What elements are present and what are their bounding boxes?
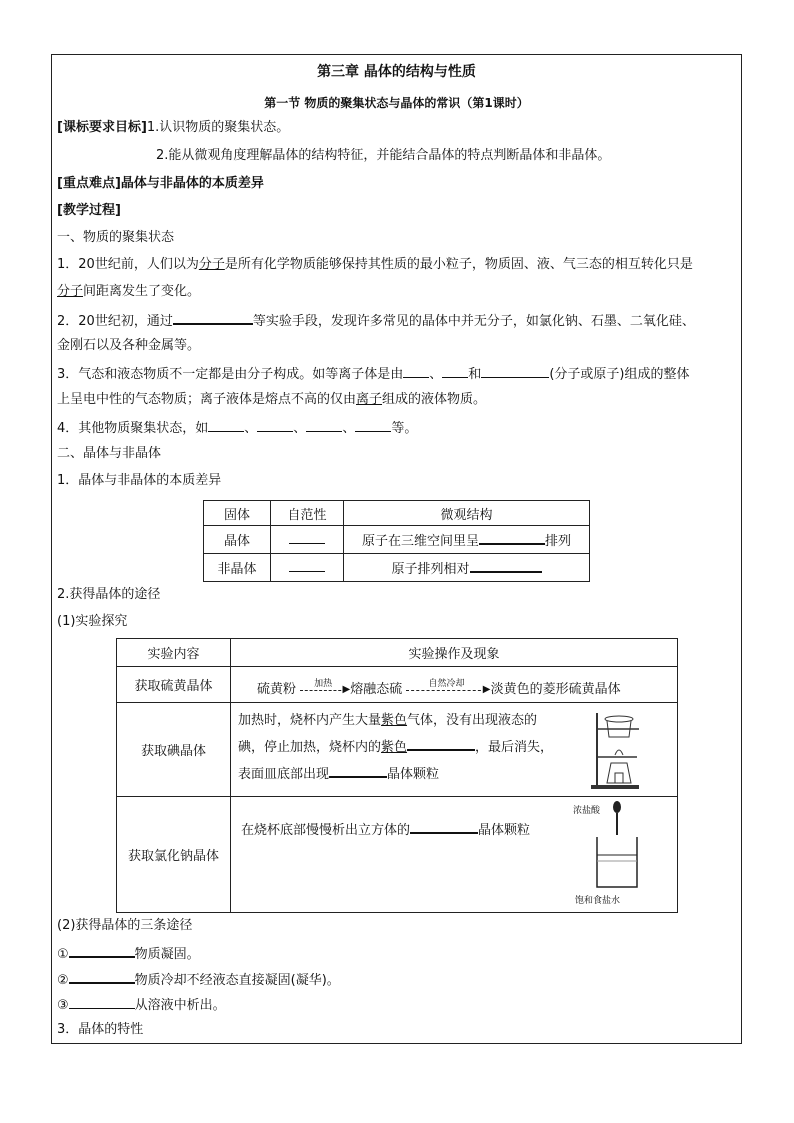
text: 排列 bbox=[545, 534, 572, 549]
structure-cell bbox=[344, 554, 590, 582]
text: 淡黄色的菱形硫黄晶体 bbox=[490, 682, 621, 697]
chapter-title: 第三章 晶体的结构与性质 bbox=[317, 64, 476, 80]
text: 间距离发生了变化。 bbox=[83, 284, 201, 299]
line bbox=[241, 819, 530, 838]
answer-blank[interactable] bbox=[289, 559, 325, 572]
text: 是所有化学物质能够保持其性质的最小粒子，物质固、液、气三态的相互转化只是 bbox=[224, 257, 693, 272]
text: 2．20世纪初，通过 bbox=[57, 314, 173, 329]
text: 上呈电中性的气态物质；离子液体是熔点不高的仅由 bbox=[57, 392, 357, 407]
text: 组成的液体物质。 bbox=[382, 392, 487, 407]
answer-blank[interactable] bbox=[329, 764, 387, 778]
answer-blank[interactable] bbox=[306, 419, 342, 432]
table-header-row bbox=[117, 639, 678, 667]
part2-heading: 二、晶体与非晶体 bbox=[57, 446, 162, 461]
row-name: 非晶体 bbox=[204, 554, 271, 582]
line bbox=[238, 707, 553, 734]
header-cell: 微观结构 bbox=[344, 501, 590, 526]
answer-blank[interactable] bbox=[410, 820, 478, 834]
text: 从溶液中析出。 bbox=[134, 998, 226, 1013]
part2-sub2-1: (1)实验探究 bbox=[57, 614, 128, 629]
part1-p2-line2: 金刚石以及各种金属等。 bbox=[57, 338, 201, 353]
number: ② bbox=[57, 973, 69, 988]
text: 1．20世纪前，人们以为 bbox=[57, 257, 199, 272]
iodine-process bbox=[231, 703, 678, 797]
text: 气体，没有出现液态的 bbox=[407, 713, 538, 728]
answer-blank[interactable] bbox=[69, 944, 135, 958]
nacl-process bbox=[231, 797, 678, 913]
header-cell: 实验内容 bbox=[117, 639, 231, 667]
text: 物质凝固。 bbox=[134, 947, 200, 962]
iodine-sublimation-apparatus-icon bbox=[579, 707, 659, 793]
structure-cell bbox=[344, 526, 590, 554]
way-1 bbox=[57, 944, 736, 963]
experiment-name: 获取碘晶体 bbox=[117, 703, 231, 797]
answer-blank[interactable] bbox=[403, 365, 429, 378]
way-3 bbox=[57, 996, 736, 1014]
answer-blank[interactable] bbox=[481, 365, 549, 378]
text: 、 bbox=[293, 421, 307, 436]
process-label: [教学过程] bbox=[57, 203, 121, 218]
part1-p1-line2 bbox=[57, 284, 736, 300]
text: 加热时，烧杯内产生大量 bbox=[238, 713, 382, 728]
part2-sub2: 2.获得晶体的途径 bbox=[57, 587, 161, 602]
text: 熔融态硫 bbox=[350, 682, 403, 697]
text: 、 bbox=[429, 367, 443, 382]
text: 、 bbox=[244, 421, 258, 436]
section-title: 第一节 物质的聚集状态与晶体的常识（第1课时） bbox=[264, 96, 529, 110]
part2-sub3: 3．晶体的特性 bbox=[57, 1022, 144, 1037]
iodine-text bbox=[238, 707, 553, 788]
answer-blank[interactable] bbox=[69, 970, 135, 984]
part1-heading: 一、物质的聚集状态 bbox=[57, 230, 175, 245]
way-2 bbox=[57, 970, 736, 989]
header-cell: 自范性 bbox=[271, 501, 344, 526]
goals-line-1 bbox=[57, 120, 736, 136]
answer-blank[interactable] bbox=[442, 365, 468, 378]
experiment-table bbox=[116, 638, 678, 913]
sulfur-process bbox=[231, 667, 678, 703]
arrow-label: 自然冷却 bbox=[428, 678, 465, 689]
hcl-label: 浓盐酸 bbox=[573, 806, 601, 816]
text: 表面皿底部出现 bbox=[238, 767, 330, 782]
arrow-head-icon: ▶ bbox=[482, 683, 491, 695]
text: 4．其他物质聚集状态，如 bbox=[57, 421, 209, 436]
header-cell: 实验操作及现象 bbox=[231, 639, 678, 667]
experiment-name: 获取硫黄晶体 bbox=[117, 667, 231, 703]
text: 等。 bbox=[391, 421, 418, 436]
part1-p1-line1 bbox=[57, 257, 736, 273]
text: (分子或原子)组成的整体 bbox=[549, 367, 690, 382]
cool-arrow bbox=[406, 678, 491, 695]
answer-blank[interactable] bbox=[355, 419, 391, 432]
text: 晶体颗粒 bbox=[478, 823, 531, 838]
line bbox=[238, 734, 553, 761]
answer-blank[interactable] bbox=[407, 737, 475, 751]
arrow-head-icon: ▶ bbox=[342, 683, 351, 695]
underlined-answer: 分子 bbox=[57, 284, 84, 299]
part1-p4 bbox=[57, 419, 736, 437]
experiment-name: 获取氯化钠晶体 bbox=[117, 797, 231, 913]
table-row bbox=[117, 703, 678, 797]
text: 、 bbox=[342, 421, 356, 436]
underlined-answer: 紫色 bbox=[381, 713, 408, 728]
table-row bbox=[117, 667, 678, 703]
key-points bbox=[57, 176, 736, 192]
answer-blank[interactable] bbox=[69, 996, 135, 1009]
text: 晶体颗粒 bbox=[387, 767, 440, 782]
text: 和 bbox=[468, 367, 482, 382]
arrow-line bbox=[406, 690, 486, 691]
goal-1: 1.认识物质的聚集状态。 bbox=[146, 120, 290, 135]
key-points-label: [重点难点] bbox=[57, 176, 121, 191]
beaker-dropper-icon bbox=[593, 799, 643, 891]
answer-blank[interactable] bbox=[257, 419, 293, 432]
number: ① bbox=[57, 947, 69, 962]
table-row bbox=[117, 797, 678, 913]
answer-blank[interactable] bbox=[173, 311, 253, 325]
text: 等实验手段，发现许多常见的晶体中并无分子，如氯化钠、石墨、二氧化硅、 bbox=[252, 314, 695, 329]
part1-p3-line1 bbox=[57, 365, 736, 383]
header-cell: 固体 bbox=[204, 501, 271, 526]
answer-blank[interactable] bbox=[479, 531, 545, 545]
text: 硫黄粉 bbox=[257, 682, 297, 697]
part1-p3-line2 bbox=[57, 392, 736, 408]
table-row bbox=[204, 526, 590, 554]
row-name: 晶体 bbox=[204, 526, 271, 554]
text: 原子排列相对 bbox=[391, 562, 470, 577]
arrow-label: 加热 bbox=[314, 678, 333, 689]
underlined-answer: 离子 bbox=[356, 392, 383, 407]
arrow-line bbox=[300, 690, 346, 691]
crystal-comparison-table bbox=[203, 500, 590, 582]
text: 原子在三维空间里呈 bbox=[361, 534, 479, 549]
answer-blank[interactable] bbox=[208, 419, 244, 432]
underlined-answer: 分子 bbox=[198, 257, 225, 272]
text: 在烧杯底部慢慢析出立方体的 bbox=[241, 823, 411, 838]
key-points-text: 晶体与非晶体的本质差异 bbox=[120, 176, 264, 191]
text: 物质冷却不经液态直接凝固(凝华)。 bbox=[134, 973, 340, 988]
part1-p2-line1 bbox=[57, 311, 736, 330]
table-header-row bbox=[204, 501, 590, 526]
goal-2: 2.能从微观角度理解晶体的结构特征，并能结合晶体的特点判断晶体和非晶体。 bbox=[156, 148, 611, 163]
underlined-answer: 紫色 bbox=[381, 740, 408, 755]
answer-blank[interactable] bbox=[289, 531, 325, 544]
text: 碘，停止加热，烧杯内的 bbox=[238, 740, 382, 755]
brine-label: 饱和食盐水 bbox=[575, 896, 621, 906]
self-shape-cell bbox=[271, 526, 344, 554]
heat-arrow bbox=[300, 678, 351, 695]
text: 3．气态和液态物质不一定都是由分子构成。如等离子体是由 bbox=[57, 367, 404, 382]
goals-label: [课标要求目标] bbox=[57, 120, 147, 135]
answer-blank[interactable] bbox=[470, 559, 542, 573]
part2-sub1: 1．晶体与非晶体的本质差异 bbox=[57, 473, 222, 488]
line bbox=[238, 761, 553, 788]
text: ，最后消失， bbox=[475, 740, 554, 755]
table-row bbox=[204, 554, 590, 582]
part2-sub2-2: (2)获得晶体的三条途径 bbox=[57, 918, 193, 933]
self-shape-cell bbox=[271, 554, 344, 582]
number: ③ bbox=[57, 998, 69, 1013]
